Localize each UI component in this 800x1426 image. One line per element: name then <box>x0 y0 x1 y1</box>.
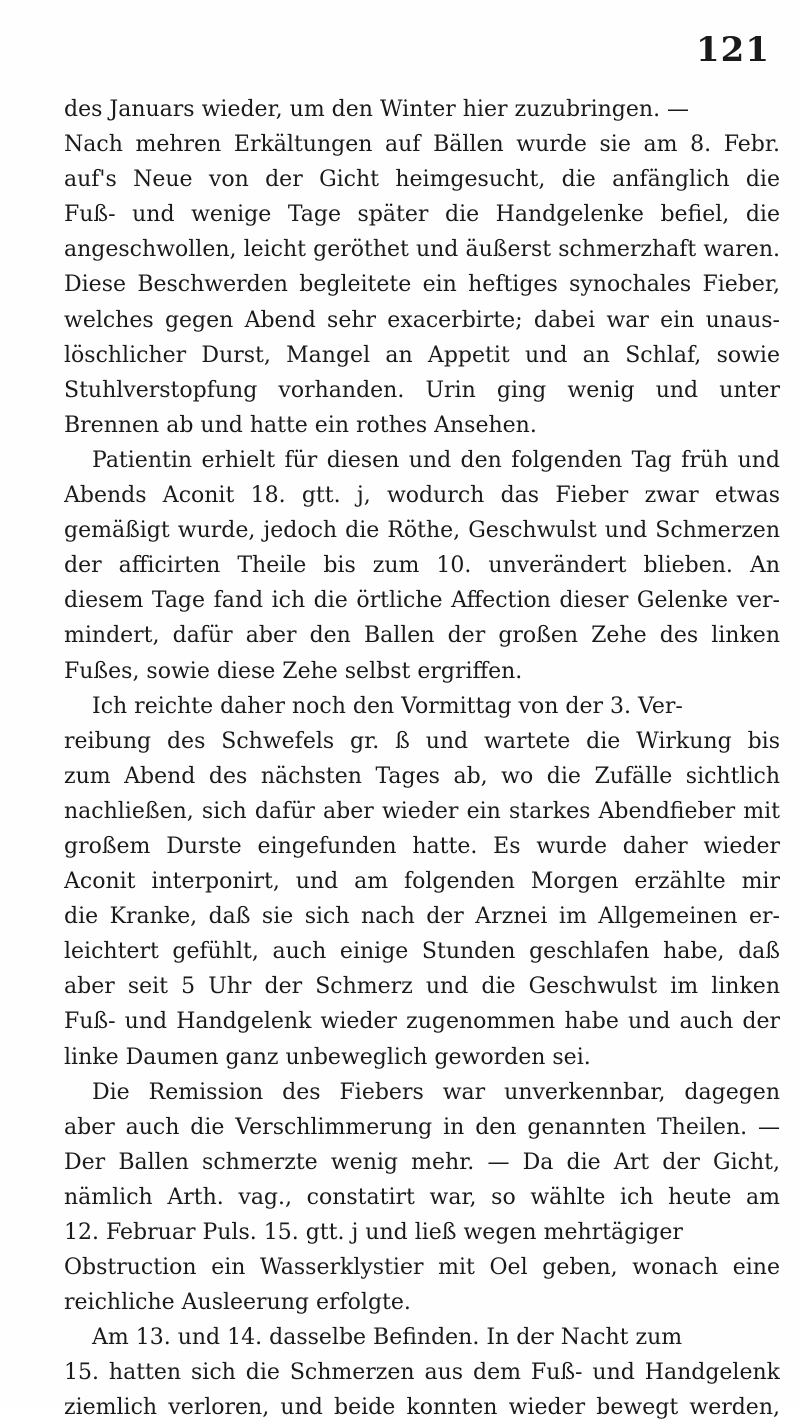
text-line: großem Durste eingefunden hatte. Es wurde daher wieder <box>64 833 780 859</box>
text-line: Der Ballen schmerzte wenig mehr. — Da die Art der Gicht, <box>64 1149 780 1175</box>
text-line: Abends Aconit 18. gtt. j, wodurch das Fieber zwar etwas <box>64 483 780 509</box>
text-line: 12. Februar Puls. 15. gtt. j und ließ wegen mehrtägiger <box>64 1220 683 1245</box>
text-line: 15. hatten sich die Schmerzen aus dem Fuß- und Handgelenk <box>64 1360 780 1386</box>
text-line: nachließen, sich dafür aber wieder ein starkes Abendfieber mit <box>64 798 780 824</box>
page-number: 121 <box>696 30 770 70</box>
text-line: die Kranke, daß sie sich nach der Arznei im Allgemeinen er- <box>64 904 780 930</box>
text-line: Ich reichte daher noch den Vormittag von der 3. Ver- <box>92 693 683 719</box>
text-line: Patientin erhielt für diesen und den folgenden Tag früh und <box>92 447 780 473</box>
text-line: nämlich Arth. vag., constatirt war, so wählte ich heute am <box>64 1184 780 1210</box>
text-line: diesem Tage fand ich die örtliche Affection dieser Gelenke ver- <box>64 588 780 614</box>
text-line: Brennen ab und hatte ein rothes Ansehen. <box>64 412 537 438</box>
text-line: angeschwollen, leicht geröthet und äußerst schmerzhaft waren. <box>64 237 780 263</box>
text-line: reichliche Ausleerung erfolgte. <box>64 1290 411 1316</box>
text-line: Fußes, sowie diese Zehe selbst ergriffen. <box>64 658 523 684</box>
text-line: aber seit 5 Uhr der Schmerz und die Geschwulst im linken <box>64 974 780 1000</box>
text-line: leichtert gefühlt, auch einige Stunden geschlafen habe, daß <box>64 939 780 965</box>
text-line: Die Remission des Fiebers war unverkennbar, dagegen <box>92 1079 780 1105</box>
text-line: zum Abend des nächsten Tages ab, wo die Zufälle sichtlich <box>64 763 780 789</box>
text-line: Fuß- und Handgelenk wieder zugenommen habe und auch der <box>64 1009 780 1035</box>
text-line: Fuß- und wenige Tage später die Handgelenke befiel, die <box>64 202 780 228</box>
text-line: Nach mehren Erkältungen auf Bällen wurde sie am 8. Febr. <box>64 132 780 158</box>
text-line: reibung des Schwefels gr. ß und wartete die Wirkung bis <box>64 728 780 754</box>
text-line: ziemlich verloren, und beide konnten wieder bewegt werden, <box>64 1395 780 1421</box>
text-line: linke Daumen ganz unbeweglich geworden sei. <box>64 1044 591 1070</box>
text-line: Am 13. und 14. dasselbe Befinden. In der Nacht zum <box>92 1325 683 1351</box>
text-line: Stuhlverstopfung vorhanden. Urin ging wenig und unter <box>64 377 780 403</box>
text-line: aber auch die Verschlimmerung in den genannten Theilen. — <box>64 1114 780 1140</box>
text-line: des Januars wieder, um den Winter hier zuzubringen. — <box>64 97 690 122</box>
text-line: Diese Beschwerden begleitete ein heftiges synochales Fieber, <box>64 272 780 298</box>
text-line: Aconit interponirt, und am folgenden Morgen erzählte mir <box>64 869 780 895</box>
text-line: gemäßigt wurde, jedoch die Röthe, Geschwulst und Schmerzen <box>64 518 780 544</box>
text-line: mindert, dafür aber den Ballen der großen Zehe des linken <box>64 623 780 649</box>
text-line: löschlicher Durst, Mangel an Appetit und an Schlaf, sowie <box>64 342 780 368</box>
body-text <box>64 92 780 1426</box>
text-line: Obstruction ein Wasserklystier mit Oel geben, wonach eine <box>64 1255 780 1281</box>
text-line: auf's Neue von der Gicht heimgesucht, die anfänglich die <box>64 167 780 193</box>
text-line: welches gegen Abend sehr exacerbirte; dabei war ein unaus- <box>64 307 780 333</box>
text-line: der afficirten Theile bis zum 10. unverändert blieben. An <box>64 553 780 579</box>
